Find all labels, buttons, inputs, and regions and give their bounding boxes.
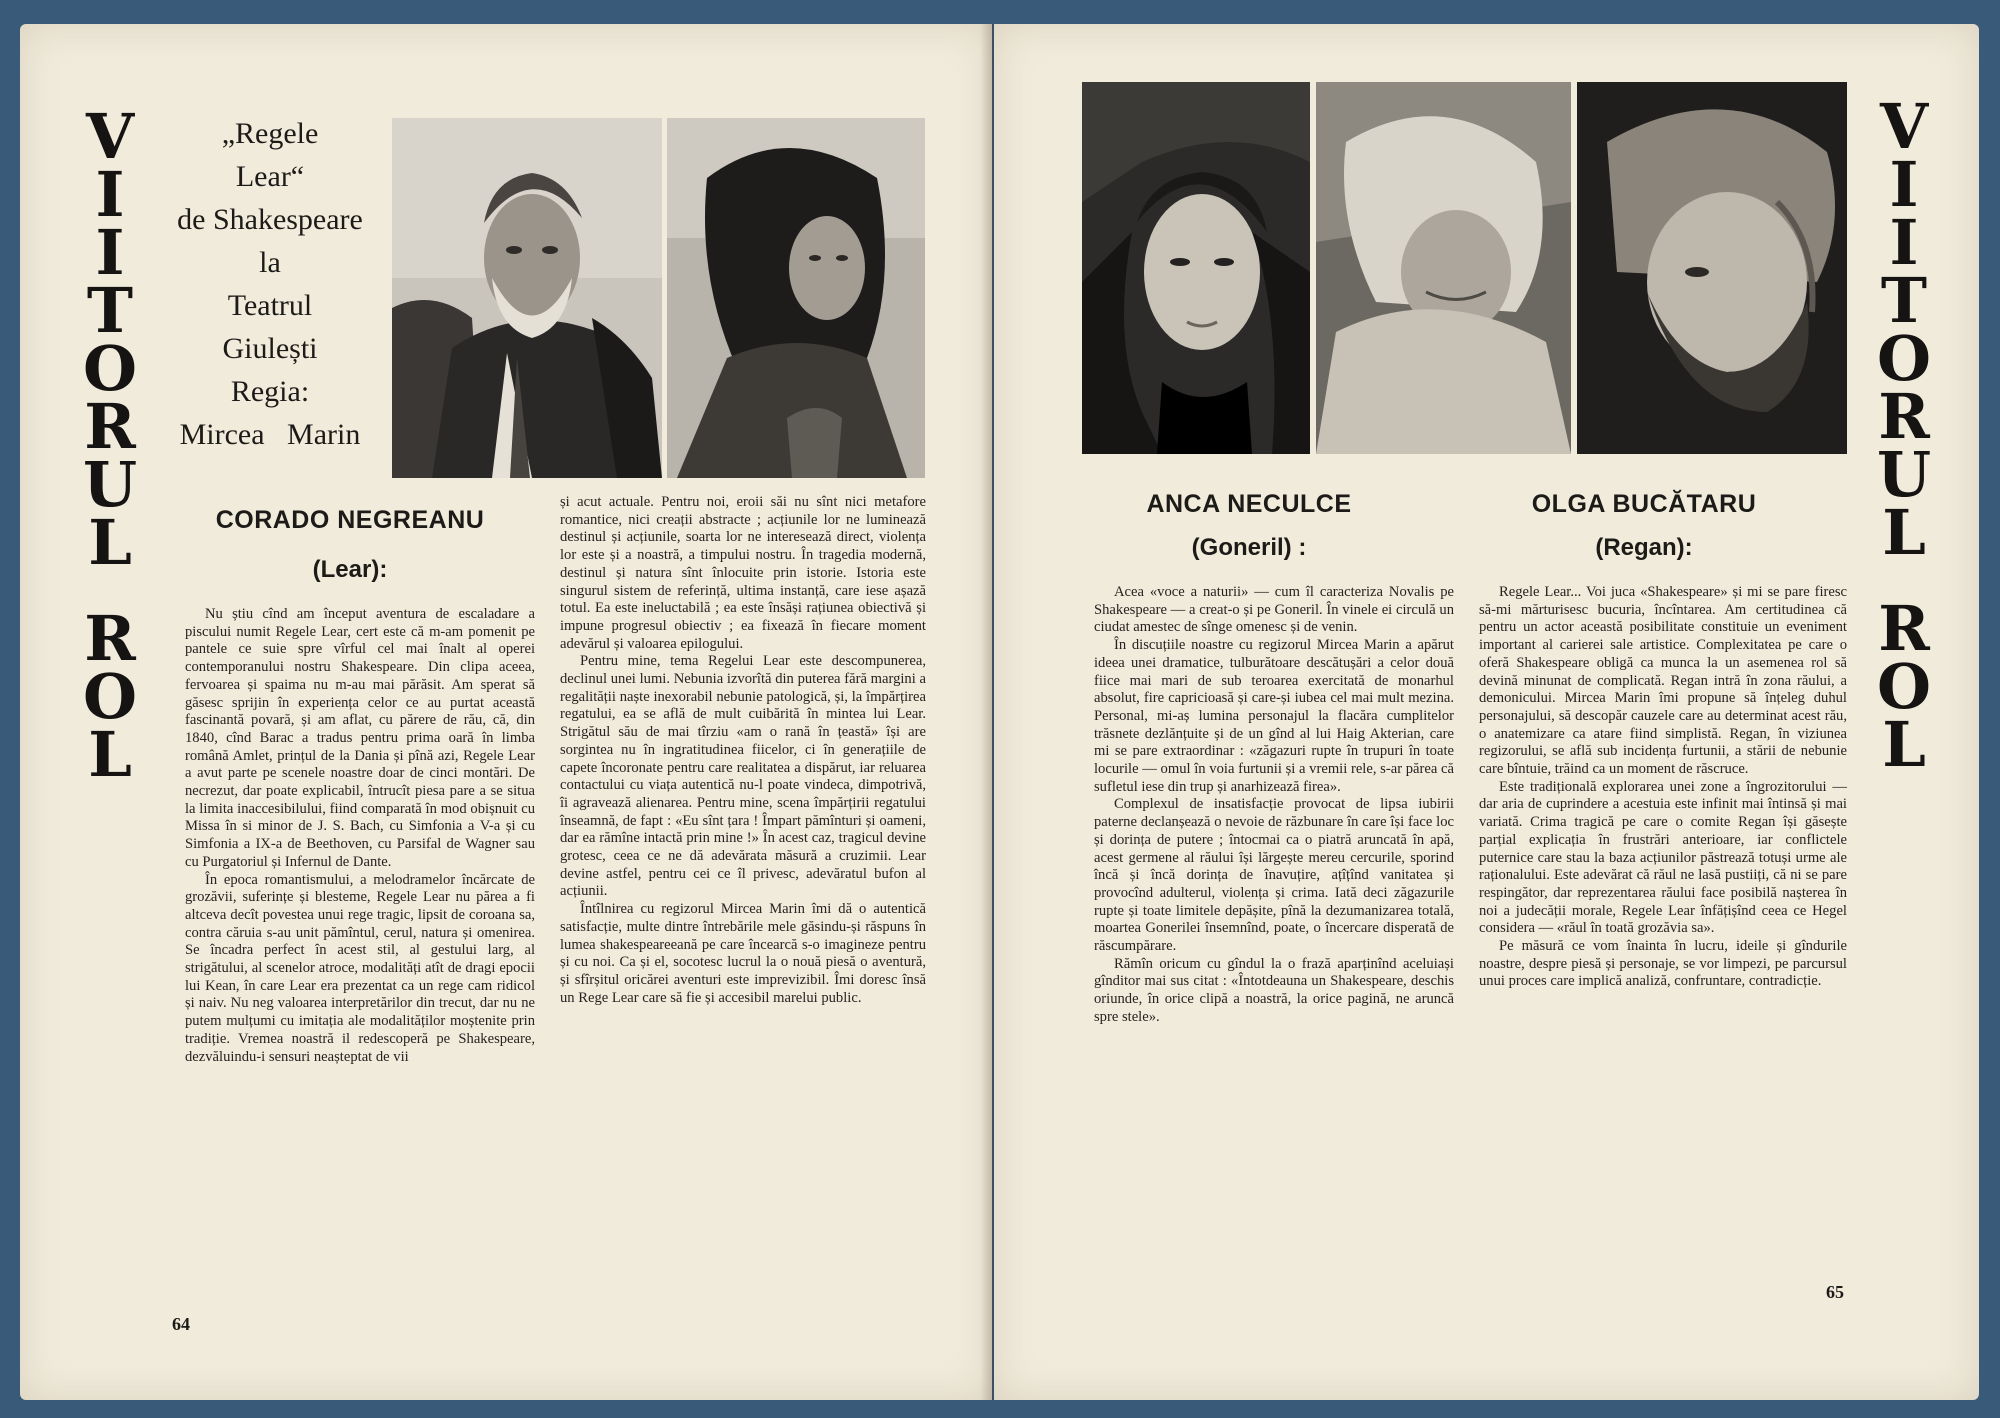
page-number: 65 — [1826, 1282, 1844, 1302]
headline-line: de Shakespeare — [177, 203, 363, 236]
photo-woman-portrait — [667, 118, 925, 478]
left-column-1 — [185, 606, 535, 1066]
page-number: 64 — [172, 1314, 190, 1334]
headline-line: „Regele — [221, 117, 319, 150]
paragraph: În discuțiile noastre cu regizorul Mircea Marin a apărut ideea unei dramatice, tulburătoare descătușări a celor două fiice mai mari de sub teroarea exercitată de monarhul absolut, fire capricioasă și care-și iubea cel mai mult mezina. Personal, mi-aș lumina personajul la flacăra cumplitelor trăsnete dezlănțuite și de un gînd al lui Haig Akterian, care mi se pare extraordinar : «zăgazuri rupte în trupuri în toate locurile — omul în voia furtunii și a vremii rele, s-ar părea că sufletul iese din trup și anarhizează firea». — [1094, 637, 1454, 795]
left-page — [20, 24, 992, 1400]
right-column-1 — [1094, 584, 1454, 1027]
headline-line: Mircea Marin — [179, 418, 361, 451]
title-letter: R — [1878, 592, 1930, 665]
title-letter: R — [84, 390, 136, 463]
play-headline — [145, 112, 395, 456]
right-column-2 — [1479, 584, 1847, 991]
title-letter: T — [86, 274, 134, 347]
right-series-title — [1854, 90, 1954, 781]
photo-anca-neculce — [1082, 82, 1310, 454]
paragraph: Complexul de insatisfacție provocat de lipsa iubirii paterne declanșează o nevoie de răzbunare în care își face loc și dorința de putere ; întocmai ca o piatră aruncată în apă, acest germene al răului își lărgește mereu cercurile, sporind încă și încă dorința de înavuțire, ațîțînd vanitatea și provocînd adulterul, violența și crima. Iată deci zăgazurile rupte și toate limitele depășite, pînă la dezumanizarea totală, moartea Gonerilei însemnînd, poate, o încercare disperată de răscumpărare. — [1094, 796, 1454, 955]
actress2-name: OLGA BUCĂTARU — [1531, 490, 1757, 518]
title-letter: O — [1876, 322, 1931, 395]
title-letter: T — [1880, 264, 1928, 337]
actor-name: CORADO NEGREANU — [215, 506, 485, 534]
paragraph: În epoca romantismului, a melodramelor încărcate de grozăvii, suferințe și blesteme, Regele Lear nu părea a fi altceva decît povestea unui rege tragic, lipsit de coroana sa, contra căruia s-au unit pămîntul, cerul, natura și omenirea. Se încadra perfect în acest stil, al gestului larg, al strigătului, al scenelor atroce, modalități atît de dragi epocii lui Kean, în care Lear era prezentat ca un rege cam ridicol și naiv. Nu neg valoarea interpretărilor din trecut, dar nu ne putem mulțumi cu imitația ale modalităților moștenite prin tradiție. Vremea noastră il redescoperă pe Shakespeare, dezvăluindu-i sensuri neașteptat de vii — [185, 871, 535, 1065]
paragraph: Pentru mine, tema Regelui Lear este descompunerea, declinul unei lumi. Nebunia izvorîtă din puterea fără margini a regalității naște inexorabil nebunie patologică, și, la împărțirea regatului, ea se află de mult cuibărită în mintea lui Lear. Strigătul său de mai tîrziu «am o rană în țeastă» își are sorgintea nu în ingratitudinea fiicelor, ci în generațiile de capete încoronate pentru care realitatea a dispărut, iar reluarea contactului cu viața autentică nu-l poate vindeca, dimpotrivă, îi agravează alienarea. Pentru mine, scena împărțirii regatului înseamnă, de fapt : «Eu sînt țara ! Împart pămînturi și oameni, dar ea rămîne intactă prin mine !» În acest caz, tragicul devine grotesc, ceea ce ne dă adevărata măsură a cruzimii. Lear devine astfel, pentru cei ce îl privesc, adevăratul bufon al acțiunii. — [560, 653, 926, 900]
paragraph: Nu știu cînd am început aventura de escaladare a piscului numit Regele Lear, cert este că m-am pomenit pe pantele ce suie spre vîrful cel mai înalt al operei contemporanului nostru Shakespeare. Din clipa aceea, fervoarea și spaima nu m-au mai părăsit. Am sperat să găsesc sprijin în experiența celor ce au purtat această fascinantă povară, și am aflat, cu părere de rău, că, din 1840, cînd Barac a tradus pentru prima oară în limba română Amlet, prințul de la Dania și pînă azi, Regele Lear a avut parte pe scenele noastre doar de cinci montări. De necrezut, dar poate explicabil, întrucît piesa pare a se situa la limita inaccesibilului, fiind comparată în mod obișnuit cu Missa în si minor de J. S. Bach, cu Simfonia a V-a și cu Simfonia a IX-a de Beethoven, cu Parsifal de Wagner sau cu Purgatoriul și Infernul de Dante. — [185, 606, 535, 870]
paragraph: Este tradițională explorarea unei zone a îngrozitorului — dar aria de cuprindere a acestuia este infinit mai întinsă și mai variată. Crima tragică pe care o comite Regan își găsește parțial explicația în frustrări anterioare, iar conflictele puternice care stau la baza acțiunilor păstrează totuși urme ale raționalului. Este adevărat că răul ne lasă pustiiți, că ni se pare respingător, dar reprezentarea răului face posibilă nașterea în noi a judecății morale, Regele Lear înfățișînd ceea ce Hegel considera — «răul în toată grozăvia sa». — [1479, 778, 1847, 937]
title-letter: I — [95, 216, 125, 289]
title-letter: R — [1878, 380, 1930, 453]
paragraph: Întîlnirea cu regizorul Mircea Marin îmi dă o autentică satisfacție, multe dintre întrebările mele găsindu-și răspuns în lumea shakespeareeană pe care încearcă s-o imagineze pentru și cu noi. Ca și el, socotesc lucrul la o nouă piesă o aventură, și sfîrșitul oricărei aventuri este imprevizibil. Îmi doresc însă un Rege Lear care să fie și accesibil marelui public. — [560, 901, 926, 1006]
paragraph: Acea «voce a naturii» — cum îl caracteriza Novalis pe Shakespeare — a creat-o și pe Goneril. În vinele ei circulă un ciudat amestec de sînge omenesc și de venin. — [1094, 584, 1454, 636]
headline-line: Teatrul — [227, 289, 313, 322]
title-letter: U — [82, 448, 138, 521]
actress1-name: ANCA NECULCE — [1146, 490, 1352, 518]
headline-line: Regia: — [230, 375, 310, 408]
paragraph: și acut actuale. Pentru noi, eroii săi nu sînt nici metafore romantice, nici creații abstracte ; acțiunile lor ne luminează destinul și acțiunile, soarta lor ne interesează direct, violența lor este și a noastră, a timpului nostru. În tragedia modernă, destinul și natura sînt înlocuite prin istorie. Istoria este singurul sistem de referință, ultima instanță, care iese așază totul. Ea este ineluctabilă ; ea este însăși rațiunea obiectivă și impune progresul obiectiv ; ea fixează în fiecare moment adevărul și valoarea epilogului. — [560, 494, 926, 652]
title-letter: R — [84, 602, 136, 675]
title-letter: L — [88, 718, 132, 791]
actor-role: (Lear): — [312, 556, 388, 583]
headline-line: la — [259, 246, 281, 279]
actress2-role: (Regan): — [1595, 534, 1693, 561]
paragraph: Rămîn oricum cu gîndul la o frază aparținînd aceluiași gînditor mai sus citat : «Întotdeauna un Shakespeare, deschis oriunde, în orice clipă a noastră, la orice pagină, ne aruncă spre stele». — [1094, 955, 1454, 1025]
title-letter: O — [82, 660, 137, 733]
photo-lear-portrait — [392, 118, 662, 478]
title-letter: L — [88, 506, 132, 579]
headline-line: Lear“ — [235, 160, 305, 193]
title-letter: O — [1876, 650, 1931, 723]
title-letter: L — [1882, 708, 1926, 781]
title-letter: I — [95, 158, 125, 231]
left-series-title — [72, 100, 148, 791]
photo-blonde-woman — [1316, 82, 1571, 454]
actress1-role: (Goneril) : — [1191, 534, 1307, 561]
left-column-2 — [560, 494, 926, 1007]
paragraph: Pe măsură ce vom înainta în lucru, ideile și gîndurile noastre, despre piesă și personaje, se vor limpezi, pe parcursul unui proces care implică analiză, confruntare, contradicție. — [1479, 938, 1847, 990]
right-page — [994, 24, 1979, 1400]
title-letter: O — [82, 332, 137, 405]
headline-line: Giulești — [222, 332, 318, 365]
title-letter: L — [1882, 496, 1926, 569]
title-letter: U — [1876, 438, 1932, 511]
title-letter: I — [1889, 148, 1919, 221]
photo-bearded-man-profile — [1577, 82, 1847, 454]
title-letter: V — [85, 100, 135, 173]
title-letter: I — [1889, 206, 1919, 279]
paragraph: Regele Lear... Voi juca «Shakespeare» și mi se pare firesc să-mi mărturisesc bucuria, încîntarea. Am certitudinea că pentru un actor această posibilitate constituie un eveniment important al carierei sale artistice. Complexitatea pe care o oferă Shakespeare obligă ca munca la un asemenea rol să devină minunat de complicată. Regan intră în zona răului, a demonicului. Mircea Marin îmi propune să înțeleg duhul personajului, să descopăr cauzele care au determinat acest rău, o anatemizare ca atare fiind simplistă. Regan, în viziunea regizorului, se află sub incidența furtunii, a stării de nebunie care bîntuie, trăind ca un moment de răscruce. — [1479, 584, 1847, 778]
title-letter: V — [1879, 90, 1929, 163]
